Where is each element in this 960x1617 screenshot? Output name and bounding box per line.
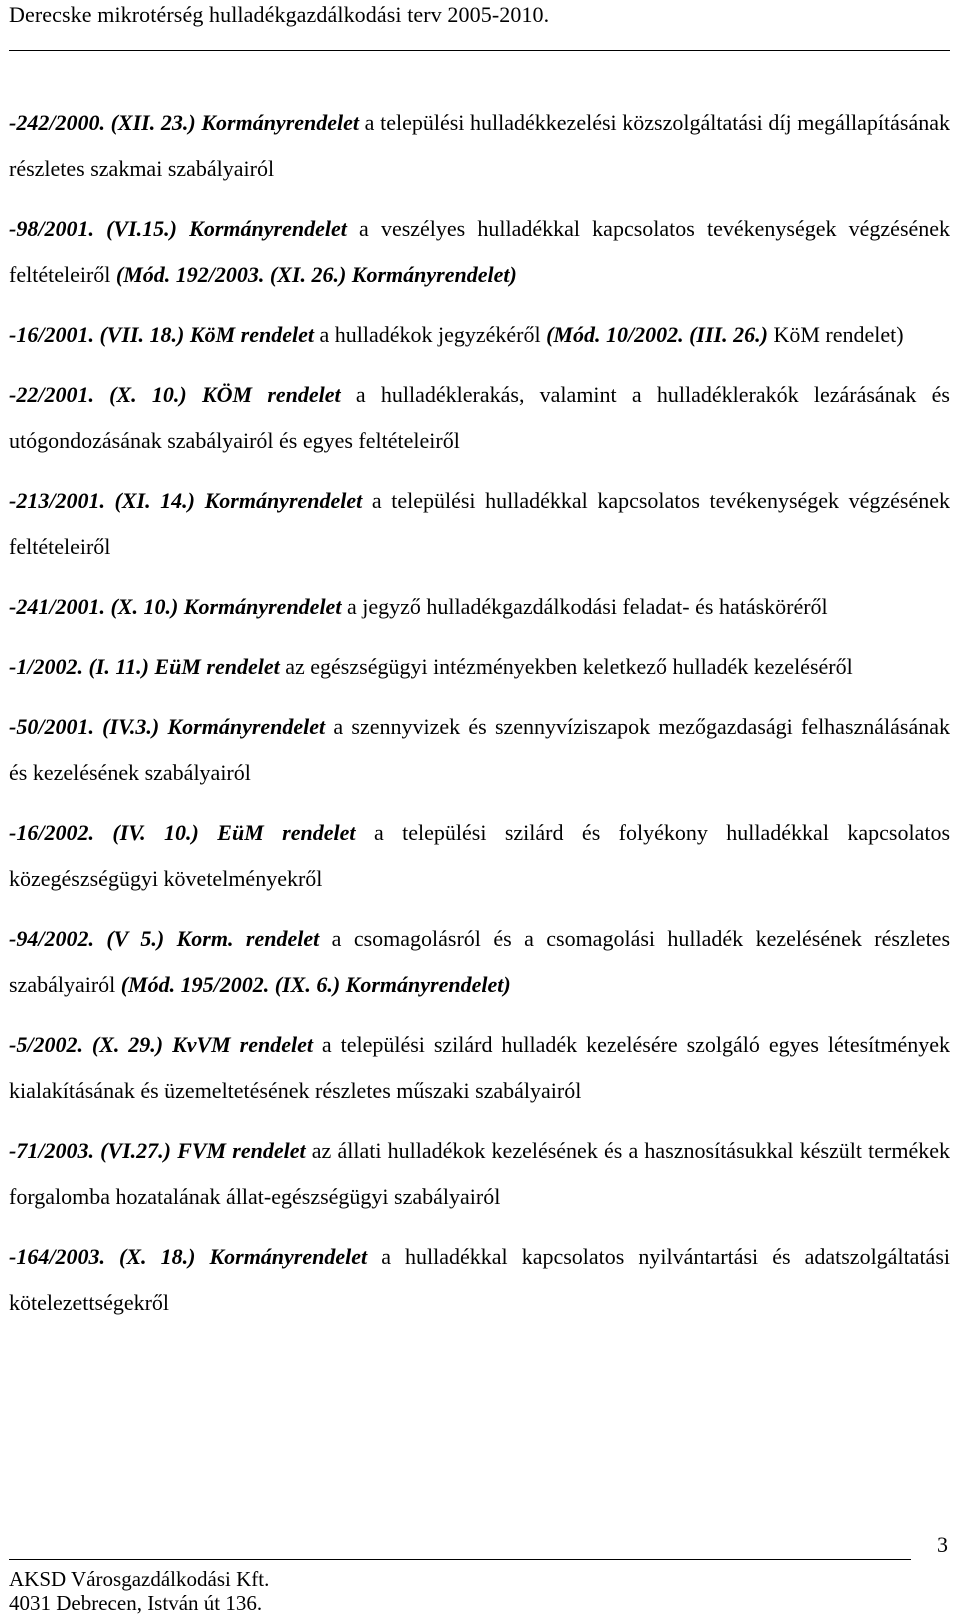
entry-reference: -50/2001. (IV.3.) [9,714,160,739]
entry-amendment: (Mód. 192/2003. (XI. 26.) Kormányrendelet) [115,262,517,287]
entry-description: az állati hulladékok kezelésének és a hasznosításukkal készült termékek forgalomba hozatalának állat-egészségügyi szabályairól [9,1138,951,1209]
entry-act-type: Kormányrendelet [183,594,342,619]
entry-reference: -164/2003. (X. 18.) [9,1244,196,1269]
entry-description: a települési hulladékkal kapcsolatos tevékenységek végzésének feltételeiről [9,488,951,559]
entry-description: a jegyző hulladékgazdálkodási feladat- és hatásköréről [346,594,828,619]
entry-act-type: Korm. rendelet [176,926,320,951]
entry-act-type: FVM rendelet [177,1138,306,1163]
list-item [9,704,950,796]
entry-description: a veszélyes hulladékkal kapcsolatos tevékenységek végzésének feltételeiről [9,216,951,287]
legislation-list [9,100,950,1340]
entry-description: a hulladékok jegyzékéről [319,322,541,347]
footer-company: AKSD Városgazdálkodási Kft. [9,1567,270,1591]
list-item [9,584,950,630]
list-item [9,206,950,298]
entry-reference: -1/2002. (I. 11.) [9,654,149,679]
entry-description: az egészségügyi intézményekben keletkező hulladék kezeléséről [285,654,853,679]
list-item [9,1128,950,1220]
entry-act-type: Kormányrendelet [189,216,347,241]
entry-amendment: (Mód. 195/2002. (IX. 6.) Kormányrendelet) [120,972,511,997]
entry-act-type: Kormányrendelet [204,488,363,513]
entry-act-type: Kormányrendelet [201,110,360,135]
footer-address: 4031 Debrecen, István út 136. [9,1591,263,1615]
entry-reference: -94/2002. (V 5.) [9,926,165,951]
entry-act-type: KÖM rendelet [201,382,341,407]
footer-rule [9,1559,911,1560]
list-item [9,372,950,464]
entry-act-type: EüM rendelet [154,654,280,679]
entry-reference: -213/2001. (XI. 14.) [9,488,195,513]
entry-act-type: Kormányrendelet [167,714,326,739]
entry-act-type: KöM rendelet [189,322,314,347]
entry-act-type: Kormányrendelet [209,1244,368,1269]
entry-reference: -16/2001. (VII. 18.) [9,322,185,347]
entry-description: a települési hulladékkezelési közszolgáltatási díj megállapításának részletes szakmai szabályairól [9,110,951,181]
page-number: 3 [937,1532,948,1557]
header-rule [9,50,950,51]
list-item [9,810,950,902]
entry-reference: -22/2001. (X. 10.) [9,382,187,407]
entry-reference: -98/2001. (VI.15.) [9,216,177,241]
entry-reference: -5/2002. (X. 29.) [9,1032,164,1057]
list-item [9,644,950,690]
page-header-title: Derecske mikrotérség hulladékgazdálkodási terv 2005-2010. [9,2,550,27]
list-item [9,100,950,192]
entry-reference: -16/2002. (IV. 10.) [9,820,199,845]
entry-description: a szennyvizek és szennyvíziszapok mezőgazdasági felhasználásának és kezelésének szabályairól [9,714,951,785]
entry-reference: -71/2003. (VI.27.) [9,1138,171,1163]
entry-description: a csomagolásról és a csomagolási hulladék kezelésének részletes szabályairól [9,926,951,997]
entry-amendment-tail: KöM rendelet) [773,322,904,347]
entry-description: a települési szilárd hulladék kezelésére szolgáló egyes létesítmények kialakításának és üzemeltetésének részletes műszaki szabályairól [9,1032,951,1103]
entry-amendment: (Mód. 10/2002. (III. 26.) [546,322,768,347]
entry-reference: -242/2000. (XII. 23.) [9,110,196,135]
entry-act-type: EüM rendelet [217,820,356,845]
entry-act-type: KvVM rendelet [172,1032,313,1057]
list-item [9,312,950,358]
entry-description: a hulladékkal kapcsolatos nyilvántartási és adatszolgáltatási kötelezettségekről [9,1244,950,1315]
entry-reference: -241/2001. (X. 10.) [9,594,179,619]
list-item [9,1022,950,1114]
list-item [9,478,950,570]
list-item [9,916,950,1008]
list-item [9,1234,950,1326]
entry-description: a települési szilárd és folyékony hulladékkal kapcsolatos közegészségügyi követelményekről [9,820,951,891]
entry-description: a hulladéklerakás, valamint a hulladéklerakók lezárásának és utógondozásának szabályairól és egyes feltételeiről [9,382,950,453]
